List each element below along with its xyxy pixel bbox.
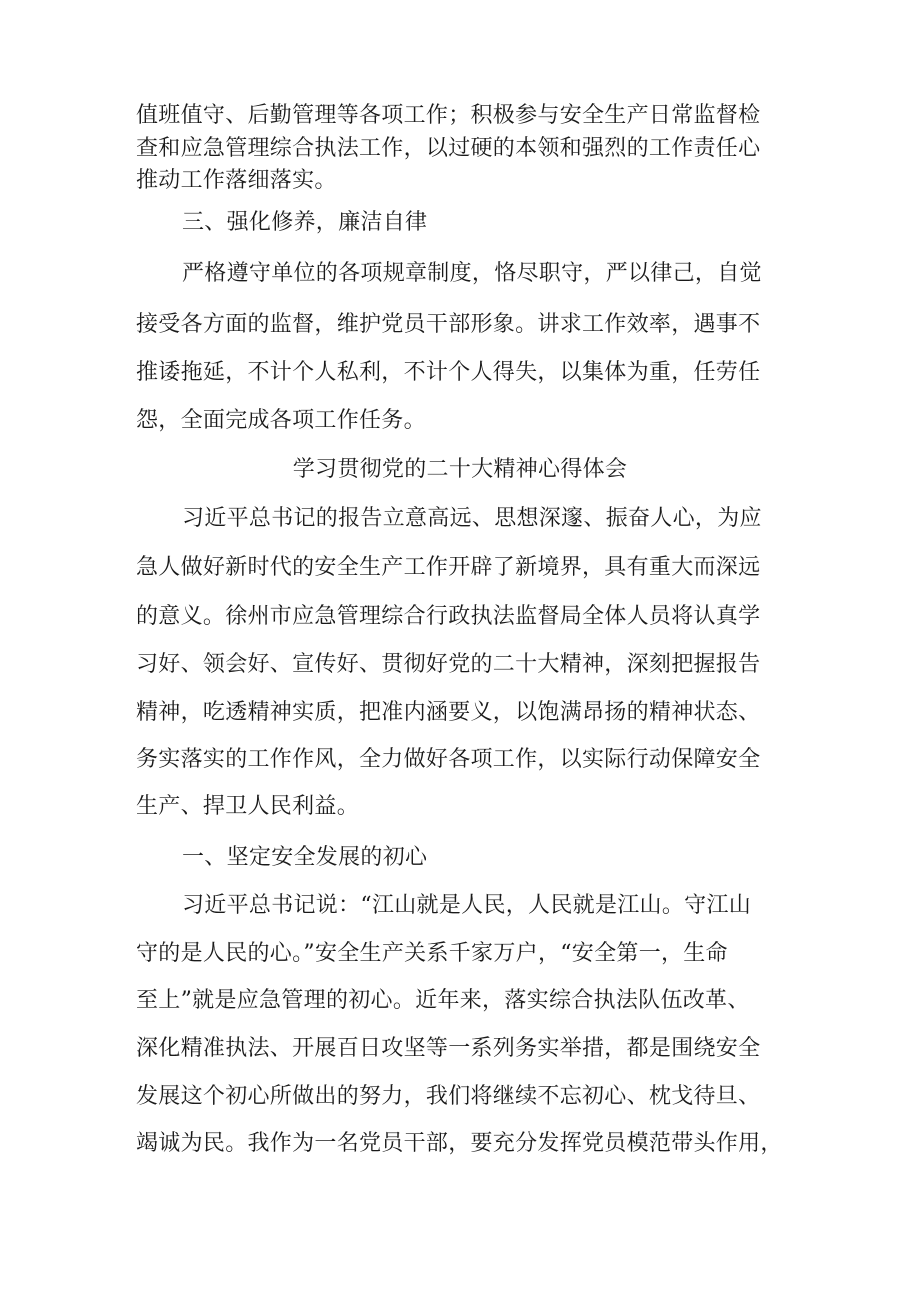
- text-line: 严格遵守单位的各项规章制度，恪尽职守，严以律己，自觉: [182, 261, 762, 286]
- text-line: 习近平总书记的报告立意高远、思想深邃、振奋人心，为应: [182, 506, 762, 531]
- text-line: 推动工作落细落实。: [136, 168, 337, 193]
- text-line: 发展这个初心所做出的努力，我们将继续不忘初心、枕戈待旦、: [136, 1084, 761, 1109]
- article-title: 学习贯彻党的二十大精神心得体会: [292, 457, 628, 482]
- text-line: 守的是人民的心。”安全生产关系千家万户，“安全第一，生命: [136, 941, 728, 966]
- text-line: 生产、捍卫人民利益。: [136, 794, 360, 819]
- text-line: 习近平总书记说：“江山就是人民，人民就是江山。守江山: [182, 893, 752, 918]
- text-line: 怨，全面完成各项工作任务。: [136, 408, 426, 433]
- text-line: 务实落实的工作作风，全力做好各项工作，以实际行动保障安全: [136, 747, 761, 772]
- text-line: 值班值守、后勤管理等各项工作；积极参与安全生产日常监督检: [136, 103, 761, 128]
- text-line: 深化精准执法、开展百日攻坚等一系列务实举措，都是围绕安全: [136, 1036, 761, 1061]
- text-line: 精神，吃透精神实质，把准内涵要义，以饱满昂扬的精神状态、: [136, 700, 761, 725]
- text-line: 习好、领会好、宣传好、贯彻好党的二十大精神，深刻把握报告: [136, 652, 761, 677]
- section-heading: 三、强化修养，廉洁自律: [182, 210, 428, 235]
- text-line: 至上”就是应急管理的初心。近年来，落实综合执法队伍改革、: [136, 988, 750, 1013]
- text-line: 竭诚为民。我作为一名党员干部，要充分发挥党员模范带头作用，: [136, 1131, 783, 1156]
- text-line: 推诿拖延，不计个人私利，不计个人得失，以集体为重，任劳任: [136, 360, 761, 385]
- text-line: 急人做好新时代的安全生产工作开辟了新境界，具有重大而深远: [136, 555, 761, 580]
- section-heading: 一、坚定安全发展的初心: [182, 845, 428, 870]
- text-line: 的意义。徐州市应急管理综合行政执法监督局全体人员将认真学: [136, 604, 761, 629]
- text-line: 接受各方面的监督，维护党员干部形象。讲求工作效率，遇事不: [136, 312, 761, 337]
- text-line: 查和应急管理综合执法工作，以过硬的本领和强烈的工作责任心: [136, 136, 761, 161]
